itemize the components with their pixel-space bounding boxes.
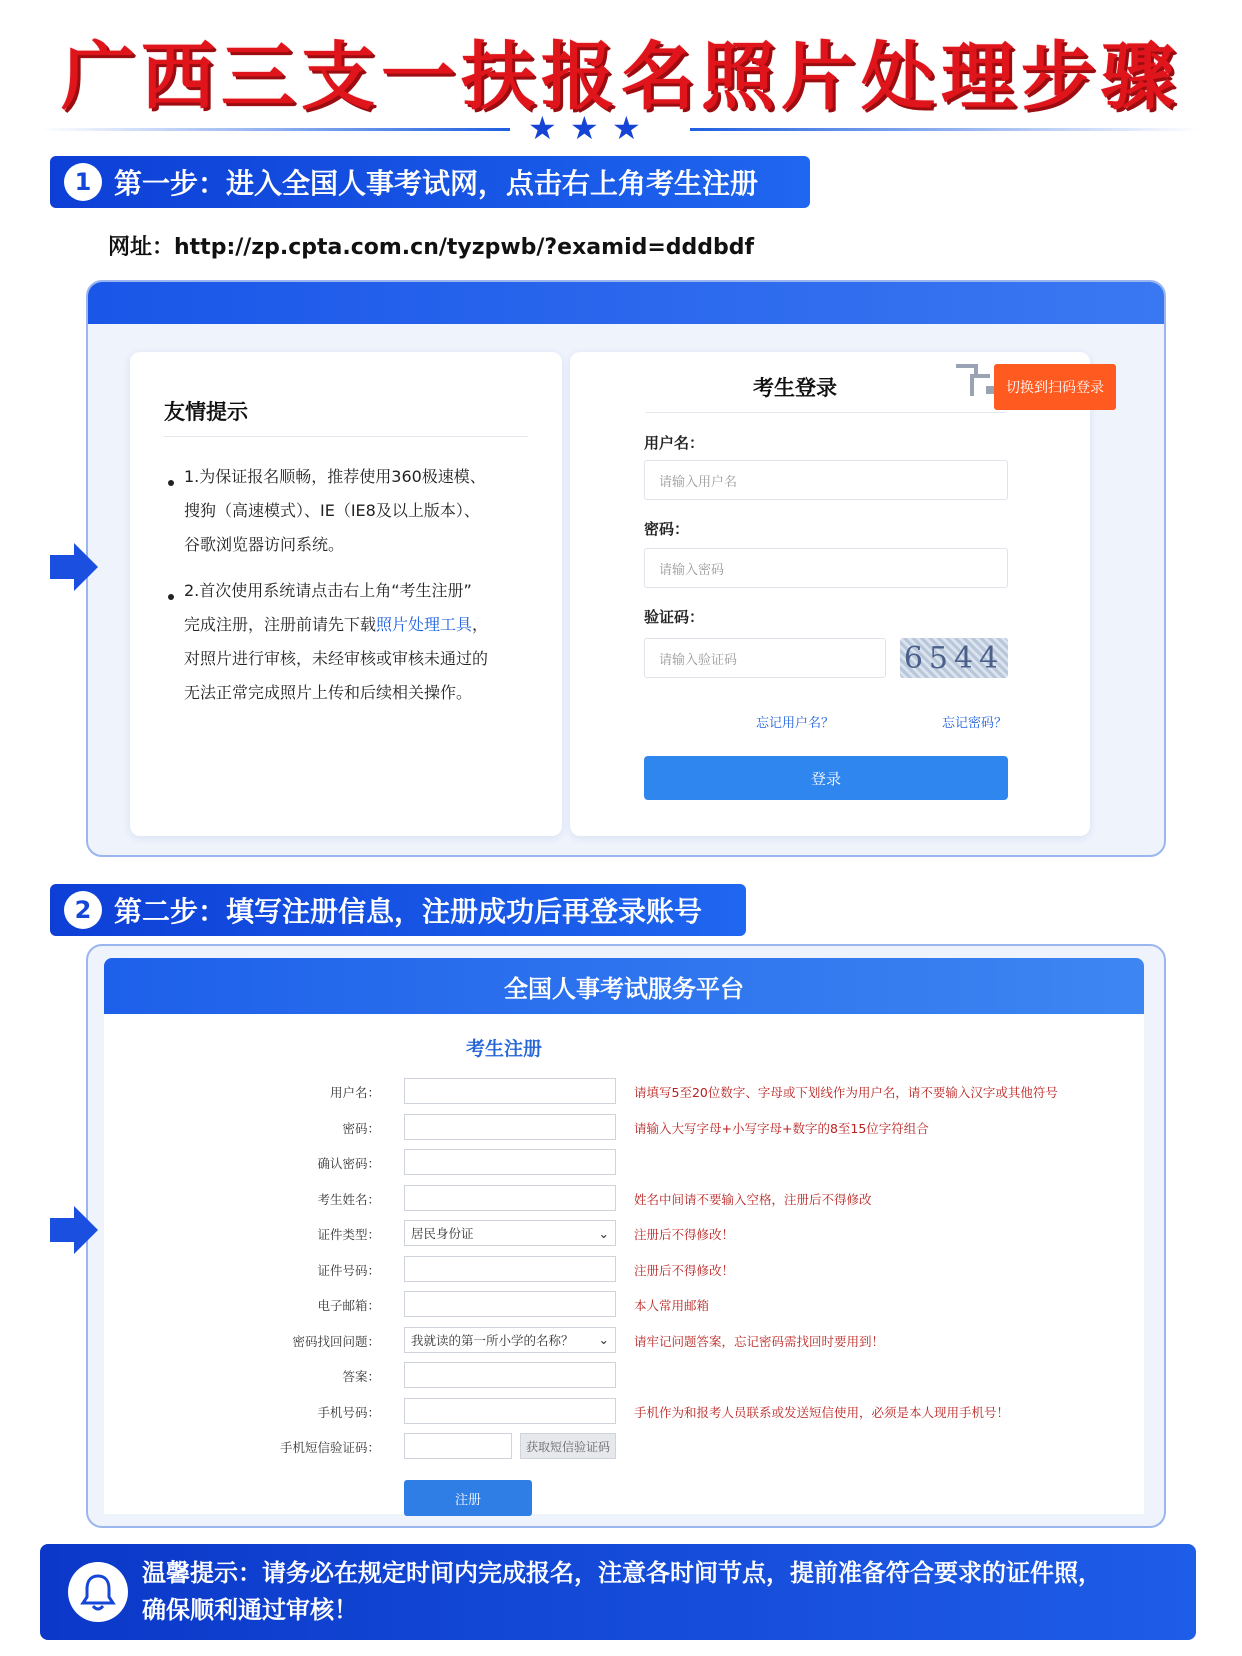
tip-line: 完成注册，注册前请先下载照片处理工具， — [184, 615, 489, 634]
reg-field-label: 手机号码： — [317, 1404, 380, 1420]
step1-number: 1 — [64, 163, 102, 201]
site-topbar — [88, 282, 1164, 324]
qr-login-switch-button[interactable]: 切换到扫码登录 — [994, 364, 1116, 410]
reg-hint: 手机作为和报考人员联系或发送短信使用，必须是本人现用手机号！ — [634, 1404, 1010, 1420]
reg-select-value: 居民身份证 — [411, 1226, 474, 1241]
notice-line: 确保顺利通过审核！ — [142, 1596, 358, 1624]
reg-input[interactable] — [404, 1256, 616, 1282]
tips-title: 友情提示 — [164, 400, 248, 424]
reg-field-label: 电子邮箱： — [317, 1298, 380, 1313]
tip-line: 对照片进行审核，未经审核或审核未通过的 — [184, 649, 489, 668]
captcha-input[interactable]: 请输入验证码 — [644, 638, 886, 678]
step2-banner — [50, 884, 746, 936]
tip-line: 2.首次使用系统请点击右上角“考生注册” — [184, 581, 472, 600]
reg-field-label: 考生姓名： — [317, 1191, 380, 1207]
reg-hint: 请牢记问题答案，忘记密码需找回时要用到！ — [634, 1333, 885, 1349]
reg-field-label: 答案： — [342, 1369, 380, 1384]
password-label: 密码： — [644, 520, 690, 538]
login-title: 考生登录 — [753, 376, 837, 400]
reg-field-label: 用户名： — [329, 1085, 380, 1100]
reg-input[interactable] — [404, 1362, 616, 1388]
reg-hint: 本人常用邮箱 — [634, 1298, 710, 1313]
reg-select-value: 我就读的第一所小学的名称？ — [411, 1332, 574, 1348]
chevron-down-icon: ⌄ — [598, 1332, 609, 1347]
platform-header: 全国人事考试服务平台 — [104, 958, 1144, 1014]
tip-line: 无法正常完成照片上传和后续相关操作。 — [184, 683, 473, 702]
reg-field-label: 密码： — [342, 1120, 380, 1136]
bullet — [168, 594, 174, 600]
reg-input[interactable] — [404, 1078, 616, 1104]
reg-input[interactable] — [404, 1398, 616, 1424]
forgot-password-link[interactable]: 忘记密码？ — [942, 716, 1008, 731]
reg-field-label: 证件类型： — [317, 1227, 380, 1242]
divider — [164, 436, 528, 437]
notice-text — [142, 1555, 1182, 1629]
reg-hint: 注册后不得修改！ — [634, 1262, 735, 1278]
username-label: 用户名： — [644, 434, 705, 452]
register-page-panel — [86, 944, 1166, 1528]
reg-hint: 请输入大写字母+小写字母+数字的8至15位字符组合 — [634, 1120, 929, 1136]
bell-icon — [68, 1562, 128, 1622]
reg-input[interactable] — [404, 1291, 616, 1317]
photo-tool-link[interactable]: 照片处理工具 — [376, 615, 473, 634]
username-input[interactable]: 请输入用户名 — [644, 460, 1008, 500]
reg-select[interactable] — [404, 1327, 616, 1353]
reg-field-label: 密码找回问题： — [292, 1333, 380, 1349]
get-sms-code-button[interactable]: 获取短信验证码 — [520, 1433, 616, 1459]
tip-line: 搜狗（高速模式）、IE（IE8及以上版本）、 — [184, 501, 480, 520]
star-icon: ★ — [528, 109, 557, 147]
forgot-username-link[interactable]: 忘记用户名？ — [756, 716, 835, 731]
page-title: 广西三支一扶报名照片处理步骤 — [61, 34, 1181, 120]
step1-text: 第一步：进入全国人事考试网，点击右上角考生注册 — [114, 167, 759, 200]
arrow-right-icon — [50, 1206, 98, 1254]
reg-field-label: 确认密码： — [317, 1156, 380, 1171]
tip-item-2 — [184, 574, 554, 710]
captcha-image[interactable]: 6544 — [900, 638, 1008, 678]
star-icon: ★ — [612, 109, 641, 147]
title-divider-right — [690, 128, 1200, 131]
reg-hint: 注册后不得修改！ — [634, 1227, 735, 1242]
tips-card — [130, 352, 562, 836]
login-button[interactable]: 登录 — [644, 756, 1008, 800]
divider — [646, 412, 1006, 413]
tip-line: 谷歌浏览器访问系统。 — [184, 535, 345, 554]
star-icon: ★ — [570, 109, 599, 147]
step2-text: 第二步：填写注册信息，注册成功后再登录账号 — [114, 895, 703, 928]
reg-input[interactable] — [404, 1149, 616, 1175]
title-divider-left — [40, 128, 510, 131]
step1-banner — [50, 156, 810, 208]
reg-select[interactable] — [404, 1220, 616, 1246]
reg-hint: 姓名中间请不要输入空格，注册后不得修改 — [634, 1191, 872, 1207]
tip-line: 1.为保证报名顺畅，推荐使用360极速模、 — [184, 467, 486, 486]
reg-input[interactable] — [404, 1185, 616, 1211]
reg-input[interactable] — [404, 1114, 616, 1140]
captcha-label: 验证码： — [644, 608, 705, 626]
tip-item-1 — [184, 460, 554, 562]
login-card — [570, 352, 1104, 836]
sms-code-input[interactable] — [404, 1433, 512, 1459]
notice-line: 温馨提示：请务必在规定时间内完成报名，注意各时间节点，提前准备符合要求的证件照， — [142, 1559, 1102, 1587]
register-title: 考生注册 — [466, 1038, 543, 1060]
url-text: 网址：http://zp.cpta.com.cn/tyzpwb/?examid=dddbdf — [108, 235, 755, 260]
chevron-down-icon: ⌄ — [598, 1225, 609, 1241]
bullet — [168, 480, 174, 486]
login-page-panel — [86, 280, 1166, 857]
password-input[interactable]: 请输入密码 — [644, 548, 1008, 588]
register-button[interactable]: 注册 — [404, 1480, 532, 1516]
reg-field-label: 手机短信验证码： — [279, 1440, 380, 1455]
arrow-right-icon — [50, 543, 98, 591]
step2-number: 2 — [64, 891, 102, 929]
notice-banner — [40, 1544, 1196, 1640]
reg-hint: 请填写5至20位数字、字母或下划线作为用户名，请不要输入汉字或其他符号 — [634, 1085, 1058, 1100]
reg-field-label: 证件号码： — [317, 1262, 380, 1278]
